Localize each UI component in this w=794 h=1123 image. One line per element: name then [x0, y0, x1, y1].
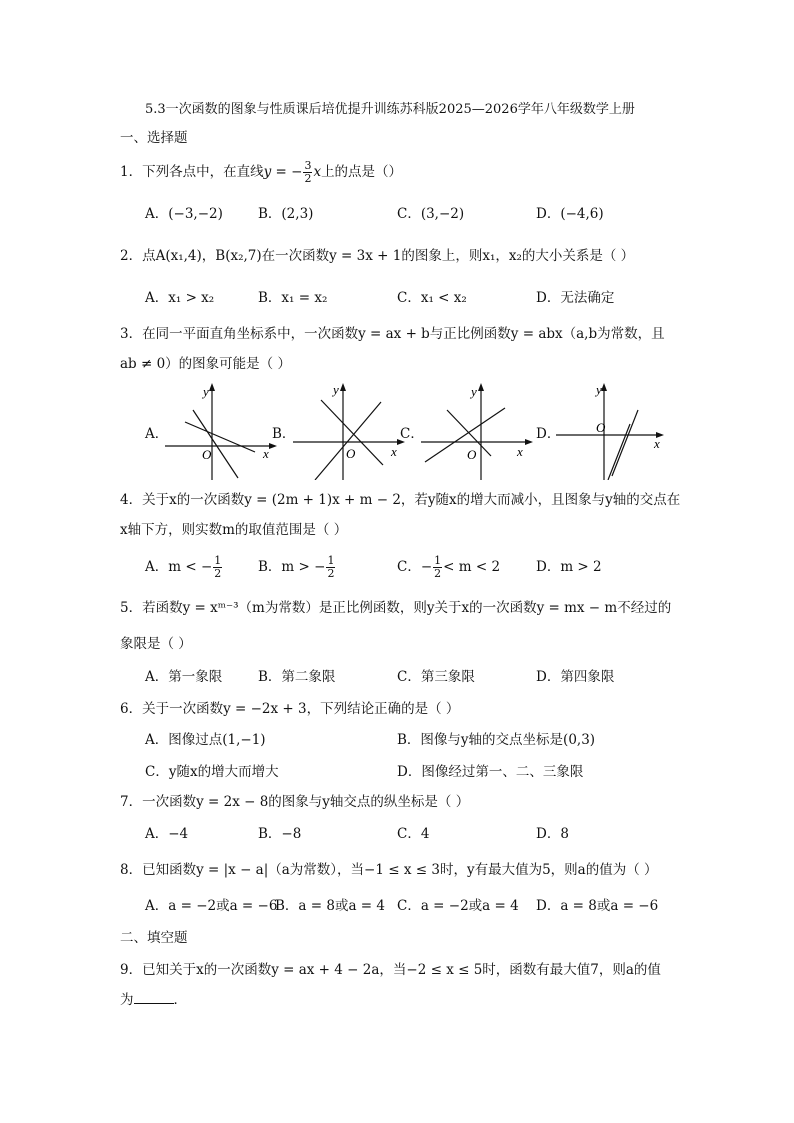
q3-c-origin-label: O: [467, 447, 477, 462]
q3-option-a-label: A．: [145, 426, 169, 442]
question-9-post: ．: [173, 992, 187, 1008]
question-1-eq-pre: y = −: [263, 164, 303, 180]
q1-option-c: C．(3,−2): [397, 206, 465, 222]
answer-blank[interactable]: [134, 991, 174, 1004]
q4-option-b-fraction: [326, 555, 335, 580]
q7-option-b: B．−8: [258, 826, 302, 842]
fraction-denominator: 2: [304, 172, 312, 185]
q4-option-c-post: < m < 2: [443, 559, 501, 575]
q4-option-a-fraction: [213, 555, 222, 580]
q5-option-a: A．第一象限: [145, 669, 223, 685]
q3-d-x-label: x: [654, 436, 660, 451]
q3-b-x-label: x: [391, 444, 397, 459]
question-3-line-2: ab ≠ 0）的图象可能是（ ）: [120, 356, 291, 372]
q3-d-y-label: y: [596, 382, 602, 397]
q6-option-c: C．y随x的增大而增大: [145, 764, 279, 780]
q5-option-c: C．第三象限: [397, 669, 475, 685]
q3-b-origin-label: O: [346, 446, 356, 461]
fraction-numerator: 1: [327, 554, 335, 567]
question-4-line-2: x轴下方，则实数m的取值范围是（ ）: [120, 522, 348, 538]
fraction-denominator: 2: [327, 567, 335, 580]
question-1-fraction: [303, 160, 312, 185]
q4-option-b: [258, 555, 336, 580]
q3-d-origin-label: O: [596, 420, 606, 435]
question-1-pre: 1．下列各点中，在直线: [120, 164, 264, 180]
section-heading-fill: 二、填空题: [120, 930, 188, 946]
q4-option-a: [145, 555, 223, 580]
question-7: 7．一次函数y = 2x − 8的图象与y轴交点的纵坐标是（ ）: [120, 794, 470, 810]
q3-c-y-label: y: [471, 384, 477, 399]
q3-option-b-label: B．: [272, 426, 296, 442]
q7-option-a: A．−4: [145, 826, 189, 842]
q3-graph-a: [165, 380, 280, 480]
question-3-line-1: 3．在同一平面直角坐标系中，一次函数y = ax + b与正比例函数y = abx（a,b为常数，且: [120, 326, 665, 342]
q4-option-b-text: B．m > −: [258, 559, 326, 575]
q8-option-c: C．a = −2或a = 4: [397, 898, 519, 914]
q3-option-d-label: D．: [536, 426, 561, 442]
q1-option-a: A．(−3,−2): [145, 206, 223, 222]
q3-a-origin-label: O: [202, 447, 212, 462]
page-title: 5.3一次函数的图象与性质课后培优提升训练苏科版2025—2026学年八年级数学上册: [145, 102, 635, 117]
q3-c-x-label: x: [517, 444, 523, 459]
q8-option-b: B．a = 8或a = 4: [275, 898, 385, 914]
fraction-numerator: 1: [214, 554, 222, 567]
q8-option-a: A．a = −2或a = −6: [145, 898, 278, 914]
q3-a-x-label: x: [263, 446, 269, 461]
question-5-line-2: 象限是（ ）: [120, 636, 192, 652]
q3-option-c-label: C．: [400, 426, 424, 442]
q2-option-c: C．x₁ < x₂: [397, 290, 467, 306]
q4-option-c-fraction: [433, 555, 442, 580]
q7-option-d: D．8: [536, 826, 569, 842]
q4-option-c: [397, 555, 500, 580]
q3-graph-b: [293, 380, 408, 480]
question-9-pre: 为: [120, 992, 134, 1008]
q6-option-d: D．图像经过第一、二、三象限: [397, 764, 584, 780]
q3-graph-d: [556, 380, 668, 480]
q6-option-a: A．图像过点(1,−1): [145, 732, 266, 748]
question-2: 2．点A(x₁,4)，B(x₂,7)在一次函数y = 3x + 1的图象上，则x₁，x₂的大小关系是（ ）: [120, 248, 635, 264]
fraction-denominator: 2: [434, 567, 442, 580]
q8-option-d: D．a = 8或a = −6: [536, 898, 659, 914]
q1-option-d: D．(−4,6): [536, 206, 604, 222]
q4-option-c-pre: C．−: [397, 559, 433, 575]
question-9-line-1: 9．已知关于x的一次函数y = ax + 4 − 2a，当−2 ≤ x ≤ 5时，函数有最大值7，则a的值: [120, 962, 661, 978]
question-5-line-1: 5．若函数y = xᵐ⁻³（m为常数）是正比例函数，则y关于x的一次函数y = mx − m不经过的: [120, 600, 672, 616]
q1-option-b: B．(2,3): [258, 206, 314, 222]
question-4-line-1: 4．关于x的一次函数y = (2m + 1)x + m − 2，若y随x的增大而减小，且图象与y轴的交点在: [120, 492, 681, 508]
question-1-post: 上的点是（）: [321, 164, 403, 180]
fraction-denominator: 2: [214, 567, 222, 580]
q3-a-y-label: y: [203, 384, 209, 399]
q6-option-b: B．图像与y轴的交点坐标是(0,3): [397, 732, 596, 748]
fraction-numerator: 1: [434, 554, 442, 567]
question-9-line-2: [120, 988, 187, 1008]
question-1: [120, 160, 402, 185]
q7-option-c: C．4: [397, 826, 430, 842]
q3-graph-c: [421, 380, 536, 480]
q2-option-d: D．无法确定: [536, 290, 615, 306]
q5-option-b: B．第二象限: [258, 669, 336, 685]
fraction-numerator: 3: [304, 159, 312, 172]
section-heading-choice: 一、选择题: [120, 130, 188, 146]
question-6: 6．关于一次函数y = −2x + 3，下列结论正确的是（ ）: [120, 701, 460, 717]
q2-option-a: A．x₁ > x₂: [145, 290, 215, 306]
q5-option-d: D．第四象限: [536, 669, 615, 685]
question-8: 8．已知函数y = |x − a|（a为常数），当−1 ≤ x ≤ 3时，y有最大值为5，则a的值为（ ）: [120, 862, 658, 878]
q4-option-a-text: A．m < −: [145, 559, 213, 575]
q4-option-d: D．m > 2: [536, 559, 602, 575]
q2-option-b: B．x₁ = x₂: [258, 290, 328, 306]
q3-b-y-label: y: [333, 382, 339, 397]
question-1-eq-post: x: [313, 164, 322, 180]
